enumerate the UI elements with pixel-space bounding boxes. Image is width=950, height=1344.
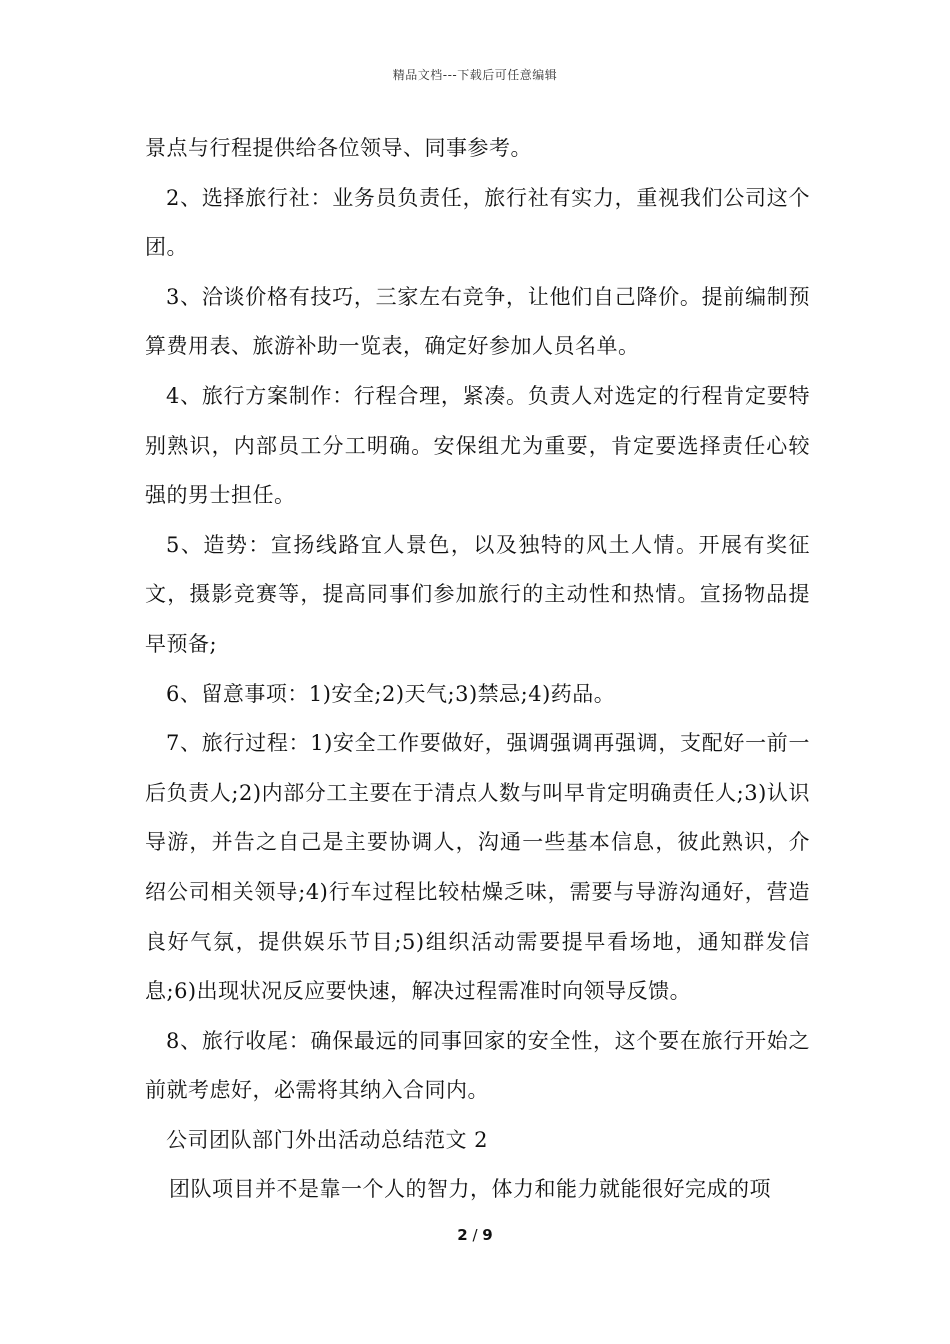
- page-number: [0, 1226, 950, 1244]
- document-body: [145, 124, 810, 1215]
- page-current: 2: [457, 1226, 468, 1244]
- page-header: 精品文档---下载后可任意编辑: [392, 68, 558, 82]
- paragraph-item-3: 3、洽谈价格有技巧，三家左右竞争，让他们自己降价。提前编制预算费用表、旅游补助一览表，确定好参加人员名单。: [145, 284, 810, 359]
- paragraph-item-6: 6、留意事项：1)安全;2)天气;3)禁忌;4)药品。: [166, 681, 616, 706]
- section-heading: 公司团队部门外出活动总结范文 2: [166, 1127, 489, 1152]
- page-separator: /: [467, 1226, 483, 1244]
- paragraph-item-5: 5、造势：宣扬线路宜人景色，以及独特的风土人情。开展有奖征文，摄影竞赛等，提高同事们参加旅行的主动性和热情。宣扬物品提早预备;: [145, 532, 810, 656]
- paragraph-item-7: 7、旅行过程：1)安全工作要做好，强调强调再强调，支配好一前一后负责人;2)内部分工主要在于清点人数与叫早肯定明确责任人;3)认识导游，并告之自己是主要协调人，沟通一些基本信息，彼此熟识，介绍公司相关领导;4)行车过程比较枯燥乏味，需要与导游沟通好，营造良好气氛，提供娱乐节目;5)组织活动需要提早看场地，通知群发信息;6)出现状况反应要快速，解决过程需准时向领导反馈。: [145, 731, 810, 1004]
- paragraph-team-project: 团队项目并不是靠一个人的智力，体力和能力就能很好完成的项: [169, 1177, 771, 1202]
- paragraph-item-8: 8、旅行收尾：确保最远的同事回家的安全性，这个要在旅行开始之前就考虑好，必需将其纳入合同内。: [145, 1028, 810, 1103]
- paragraph-item-4: 4、旅行方案制作：行程合理，紧凑。负责人对选定的行程肯定要特别熟识，内部员工分工明确。安保组尤为重要，肯定要选择责任心较强的男士担任。: [145, 383, 810, 508]
- page-total: 9: [482, 1226, 493, 1244]
- paragraph-item-2: 2、选择旅行社：业务员负责任，旅行社有实力，重视我们公司这个团。: [145, 185, 810, 260]
- paragraph-continuation: 景点与行程提供给各位领导、同事参考。: [145, 136, 532, 160]
